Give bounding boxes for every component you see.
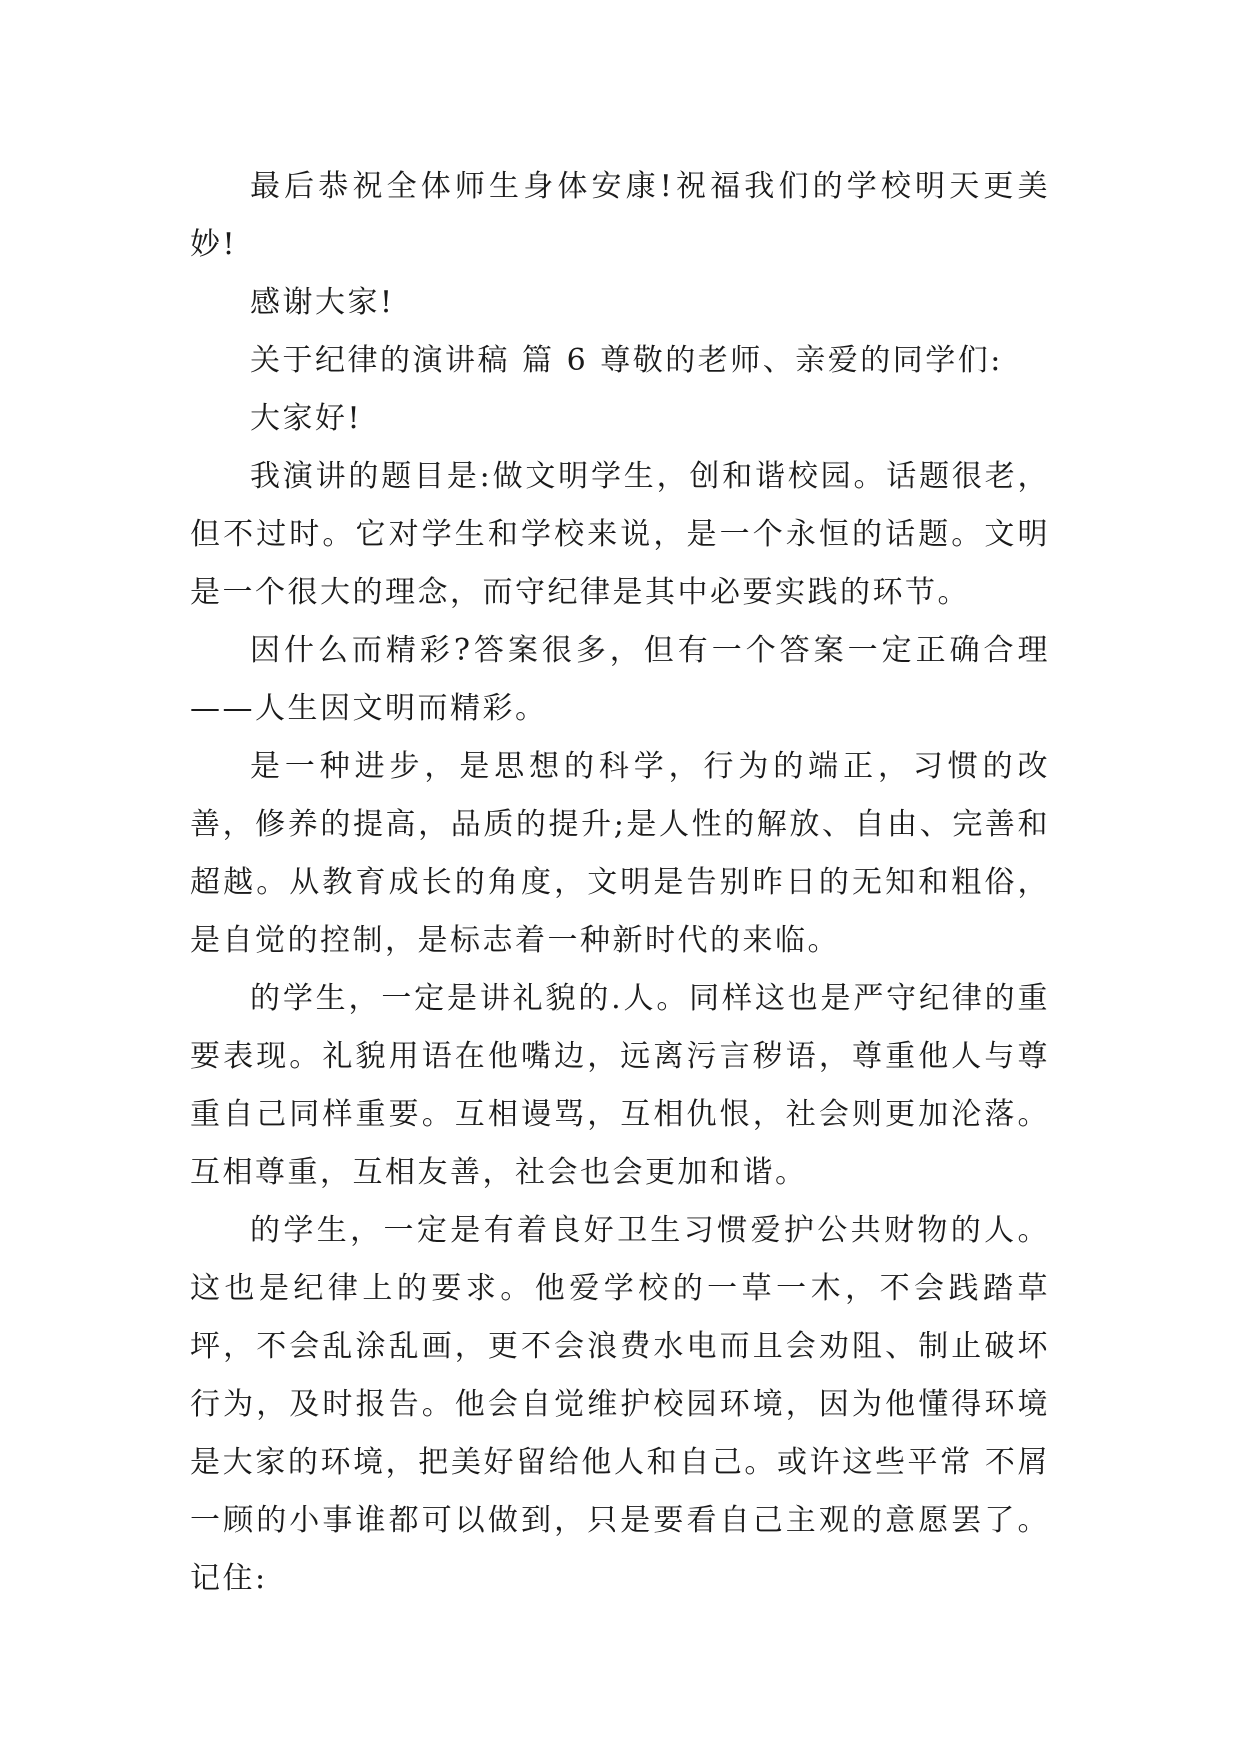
paragraph-greeting: 大家好! (250, 401, 363, 436)
paragraph-hygiene: 的学生，一定是有着良好卫生习惯爱护公共财物的人。这也是纪律上的要求。他爱学校的一草一木，不会践踏草坪，不会乱涂乱画，更不会浪费水电而且会劝阻、制止破坏行为，及时报告。他会自觉维护校园环境，因为他懂得环境是大家的环境，把美好留给他人和自己。或许这些平常 不屑一顾的小事谁都可以做到，只是要看自己主观的意愿罢了。记住: (190, 1213, 1050, 1596)
paragraph-why-wonderful: 因什么而精彩?答案很多，但有一个答案一定正确合理——人生因文明而精彩。 (190, 633, 1050, 726)
paragraph-topic: 我演讲的题目是:做文明学生，创和谐校园。话题很老，但不过时。它对学生和学校来说，是一个永恒的话题。文明是一个很大的理念，而守纪律是其中必要实践的环节。 (190, 459, 1050, 610)
paragraph-progress: 是一种进步，是思想的科学，行为的端正，习惯的改善，修养的提高，品质的提升;是人性的解放、自由、完善和超越。从教育成长的角度，文明是告别昨日的无知和粗俗，是自觉的控制，是标志着一种新时代的来临。 (190, 749, 1050, 958)
paragraph-speech-title: 关于纪律的演讲稿 篇 6 尊敬的老师、亲爱的同学们: (250, 343, 1003, 378)
paragraph-politeness: 的学生，一定是讲礼貌的.人。同样这也是严守纪律的重要表现。礼貌用语在他嘴边，远离污言秽语，尊重他人与尊重自己同样重要。互相谩骂，互相仇恨，社会则更加沦落。互相尊重，互相友善，社会也会更加和谐。 (190, 981, 1050, 1190)
paragraph-thanks: 感谢大家! (250, 285, 395, 320)
document-body (190, 158, 1050, 1608)
paragraph-closing-wishes: 最后恭祝全体师生身体安康!祝福我们的学校明天更美妙! (190, 169, 1050, 262)
